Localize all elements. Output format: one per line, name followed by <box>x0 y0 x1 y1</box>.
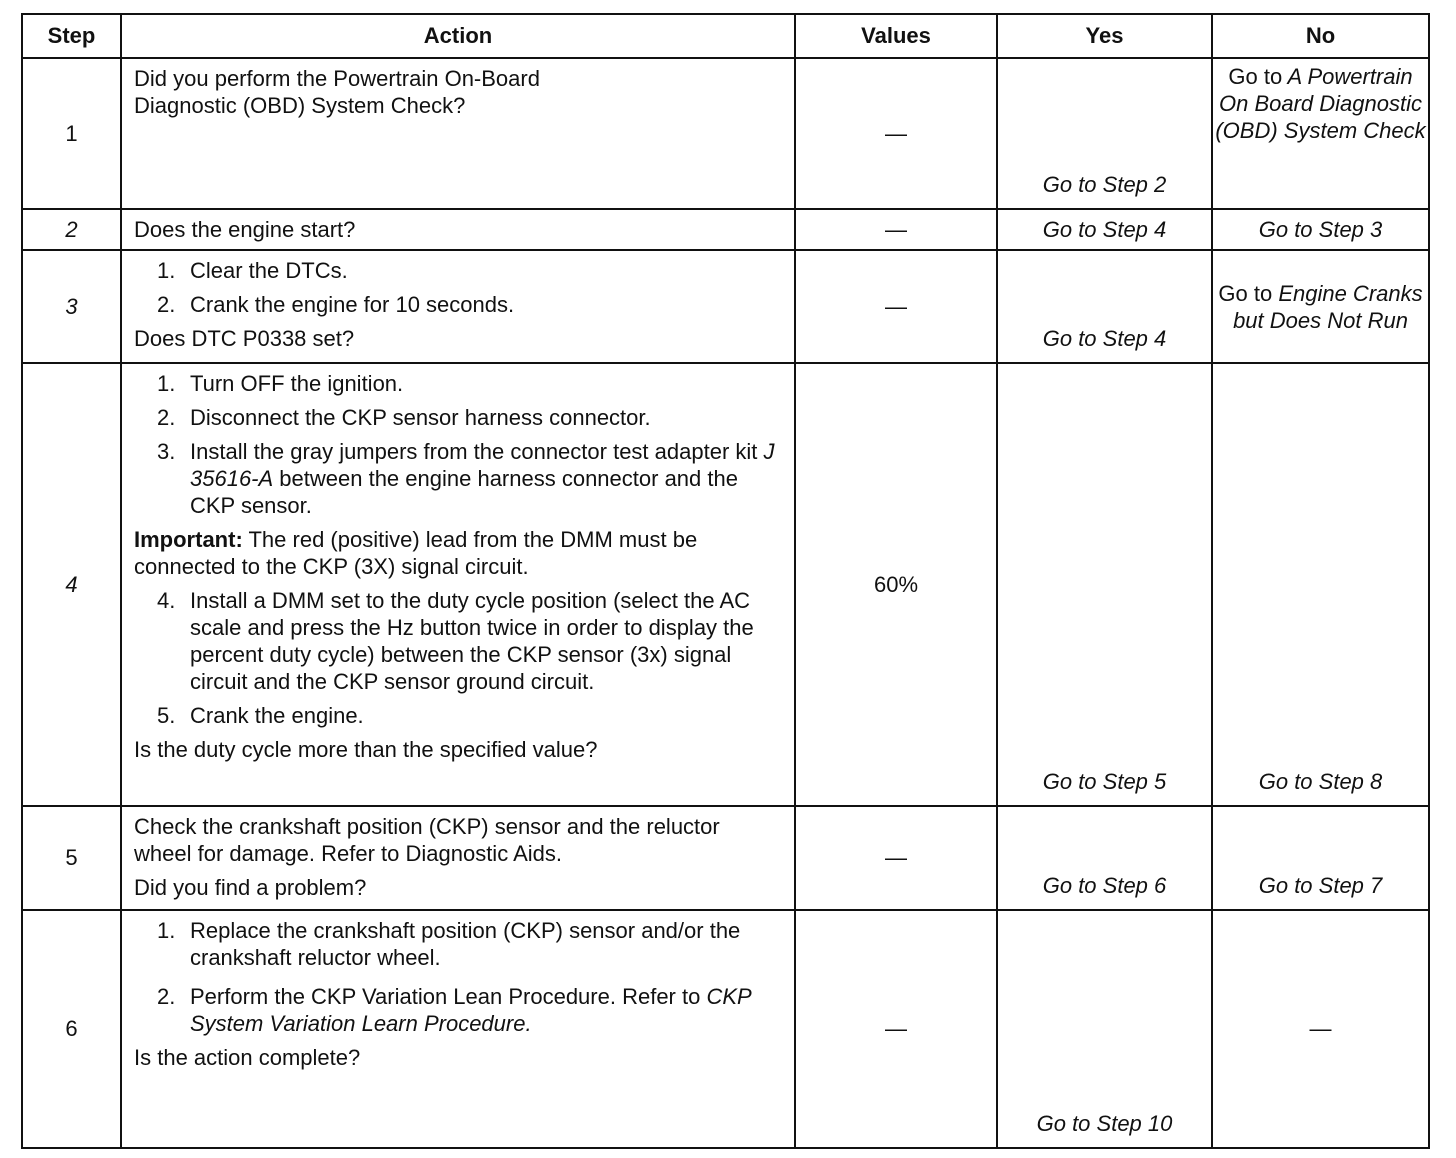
yes-cell: Go to Step 6 <box>997 806 1212 910</box>
no-cell <box>1212 250 1429 363</box>
list-item: 2. Perform the CKP Variation Lean Procedure. Refer to CKP System Variation Learn Procedure. <box>157 984 751 1036</box>
tool-reference: J 35616-A <box>190 439 775 491</box>
list-item: 1. Turn OFF the ignition. <box>157 371 404 396</box>
no-cell <box>1212 58 1429 209</box>
yes-cell: Go to Step 5 <box>997 363 1212 806</box>
step-number: 5 <box>22 806 121 910</box>
no-cell: — <box>1212 910 1429 1148</box>
header-step: Step <box>22 14 121 58</box>
header-yes: Yes <box>997 14 1212 58</box>
yes-cell: Go to Step 4 <box>997 250 1212 363</box>
yes-cell: Go to Step 10 <box>997 910 1212 1148</box>
value-cell: — <box>795 250 997 363</box>
list-item: 2. Crank the engine for 10 seconds. <box>157 292 515 317</box>
list-item: 3. Install the gray jumpers from the connector test adapter kit J 35616-A between the engine harness connector and the CKP sensor. <box>157 439 775 518</box>
no-reference: Engine Cranks but Does Not Run <box>1233 280 1423 333</box>
diagnostic-table <box>21 13 1430 1149</box>
table-row <box>22 209 1429 250</box>
action-line: Did you perform the Powertrain On-Board <box>134 66 540 91</box>
list-item: 5. Crank the engine. <box>157 703 364 728</box>
action-text: Check the crankshaft position (CKP) sensor and the reluctor wheel for damage. Refer to Diagnostic Aids. <box>134 814 720 866</box>
action-steps <box>134 370 782 519</box>
action-cell <box>121 209 795 250</box>
action-question: Does the engine start? <box>134 217 356 242</box>
list-item: 2. Disconnect the CKP sensor harness connector. <box>157 405 651 430</box>
no-prefix: Go to <box>1218 280 1273 306</box>
action-cell <box>121 363 795 806</box>
step-number: 6 <box>22 910 121 1148</box>
value-cell: 60% <box>795 363 997 806</box>
table-row <box>22 58 1429 209</box>
action-question: Did you find a problem? <box>134 875 367 900</box>
action-question: Is the action complete? <box>134 1045 361 1070</box>
procedure-reference: CKP System Variation Learn Procedure. <box>190 984 751 1036</box>
value-cell: — <box>795 806 997 910</box>
value-cell: — <box>795 209 997 250</box>
yes-cell: Go to Step 2 <box>997 58 1212 209</box>
no-cell: Go to Step 8 <box>1212 363 1429 806</box>
important-label: Important: <box>134 527 243 552</box>
action-steps <box>134 257 782 318</box>
list-item: 1. Clear the DTCs. <box>157 258 348 283</box>
step-number: 1 <box>22 58 121 209</box>
yes-cell: Go to Step 4 <box>997 209 1212 250</box>
header-action: Action <box>121 14 795 58</box>
list-item: 1. Replace the crankshaft position (CKP) sensor and/or the crankshaft reluctor wheel. <box>157 918 741 970</box>
action-question: Is the duty cycle more than the specified value? <box>134 737 598 762</box>
no-cell: Go to Step 7 <box>1212 806 1429 910</box>
no-prefix: Go to <box>1228 64 1283 89</box>
value-cell: — <box>795 58 997 209</box>
table-row <box>22 910 1429 1148</box>
header-row <box>22 14 1429 58</box>
step-number: 3 <box>22 250 121 363</box>
action-cell <box>121 910 795 1148</box>
value-cell: — <box>795 910 997 1148</box>
table-row <box>22 250 1429 363</box>
important-note: Important: The red (positive) lead from the DMM must be connected to the CKP (3X) signal circuit. <box>134 527 698 579</box>
step-number: 4 <box>22 363 121 806</box>
action-cell <box>121 58 795 209</box>
table-row <box>22 806 1429 910</box>
action-question: Does DTC P0338 set? <box>134 326 355 351</box>
header-values: Values <box>795 14 997 58</box>
no-reference: A Powertrain On Board Diagnostic (OBD) System Check <box>1215 64 1426 143</box>
action-line: Diagnostic (OBD) System Check? <box>134 93 466 118</box>
list-item: 4. Install a DMM set to the duty cycle position (select the AC scale and press the Hz button twice in order to display the percent duty cycle) between the CKP sensor (3x) signal circuit and the CKP sensor ground circuit. <box>157 588 754 694</box>
action-cell <box>121 806 795 910</box>
action-steps <box>134 587 782 729</box>
action-cell <box>121 250 795 363</box>
no-cell: Go to Step 3 <box>1212 209 1429 250</box>
header-no: No <box>1212 14 1429 58</box>
step-number: 2 <box>22 209 121 250</box>
action-steps <box>134 917 782 1037</box>
table-row <box>22 363 1429 806</box>
